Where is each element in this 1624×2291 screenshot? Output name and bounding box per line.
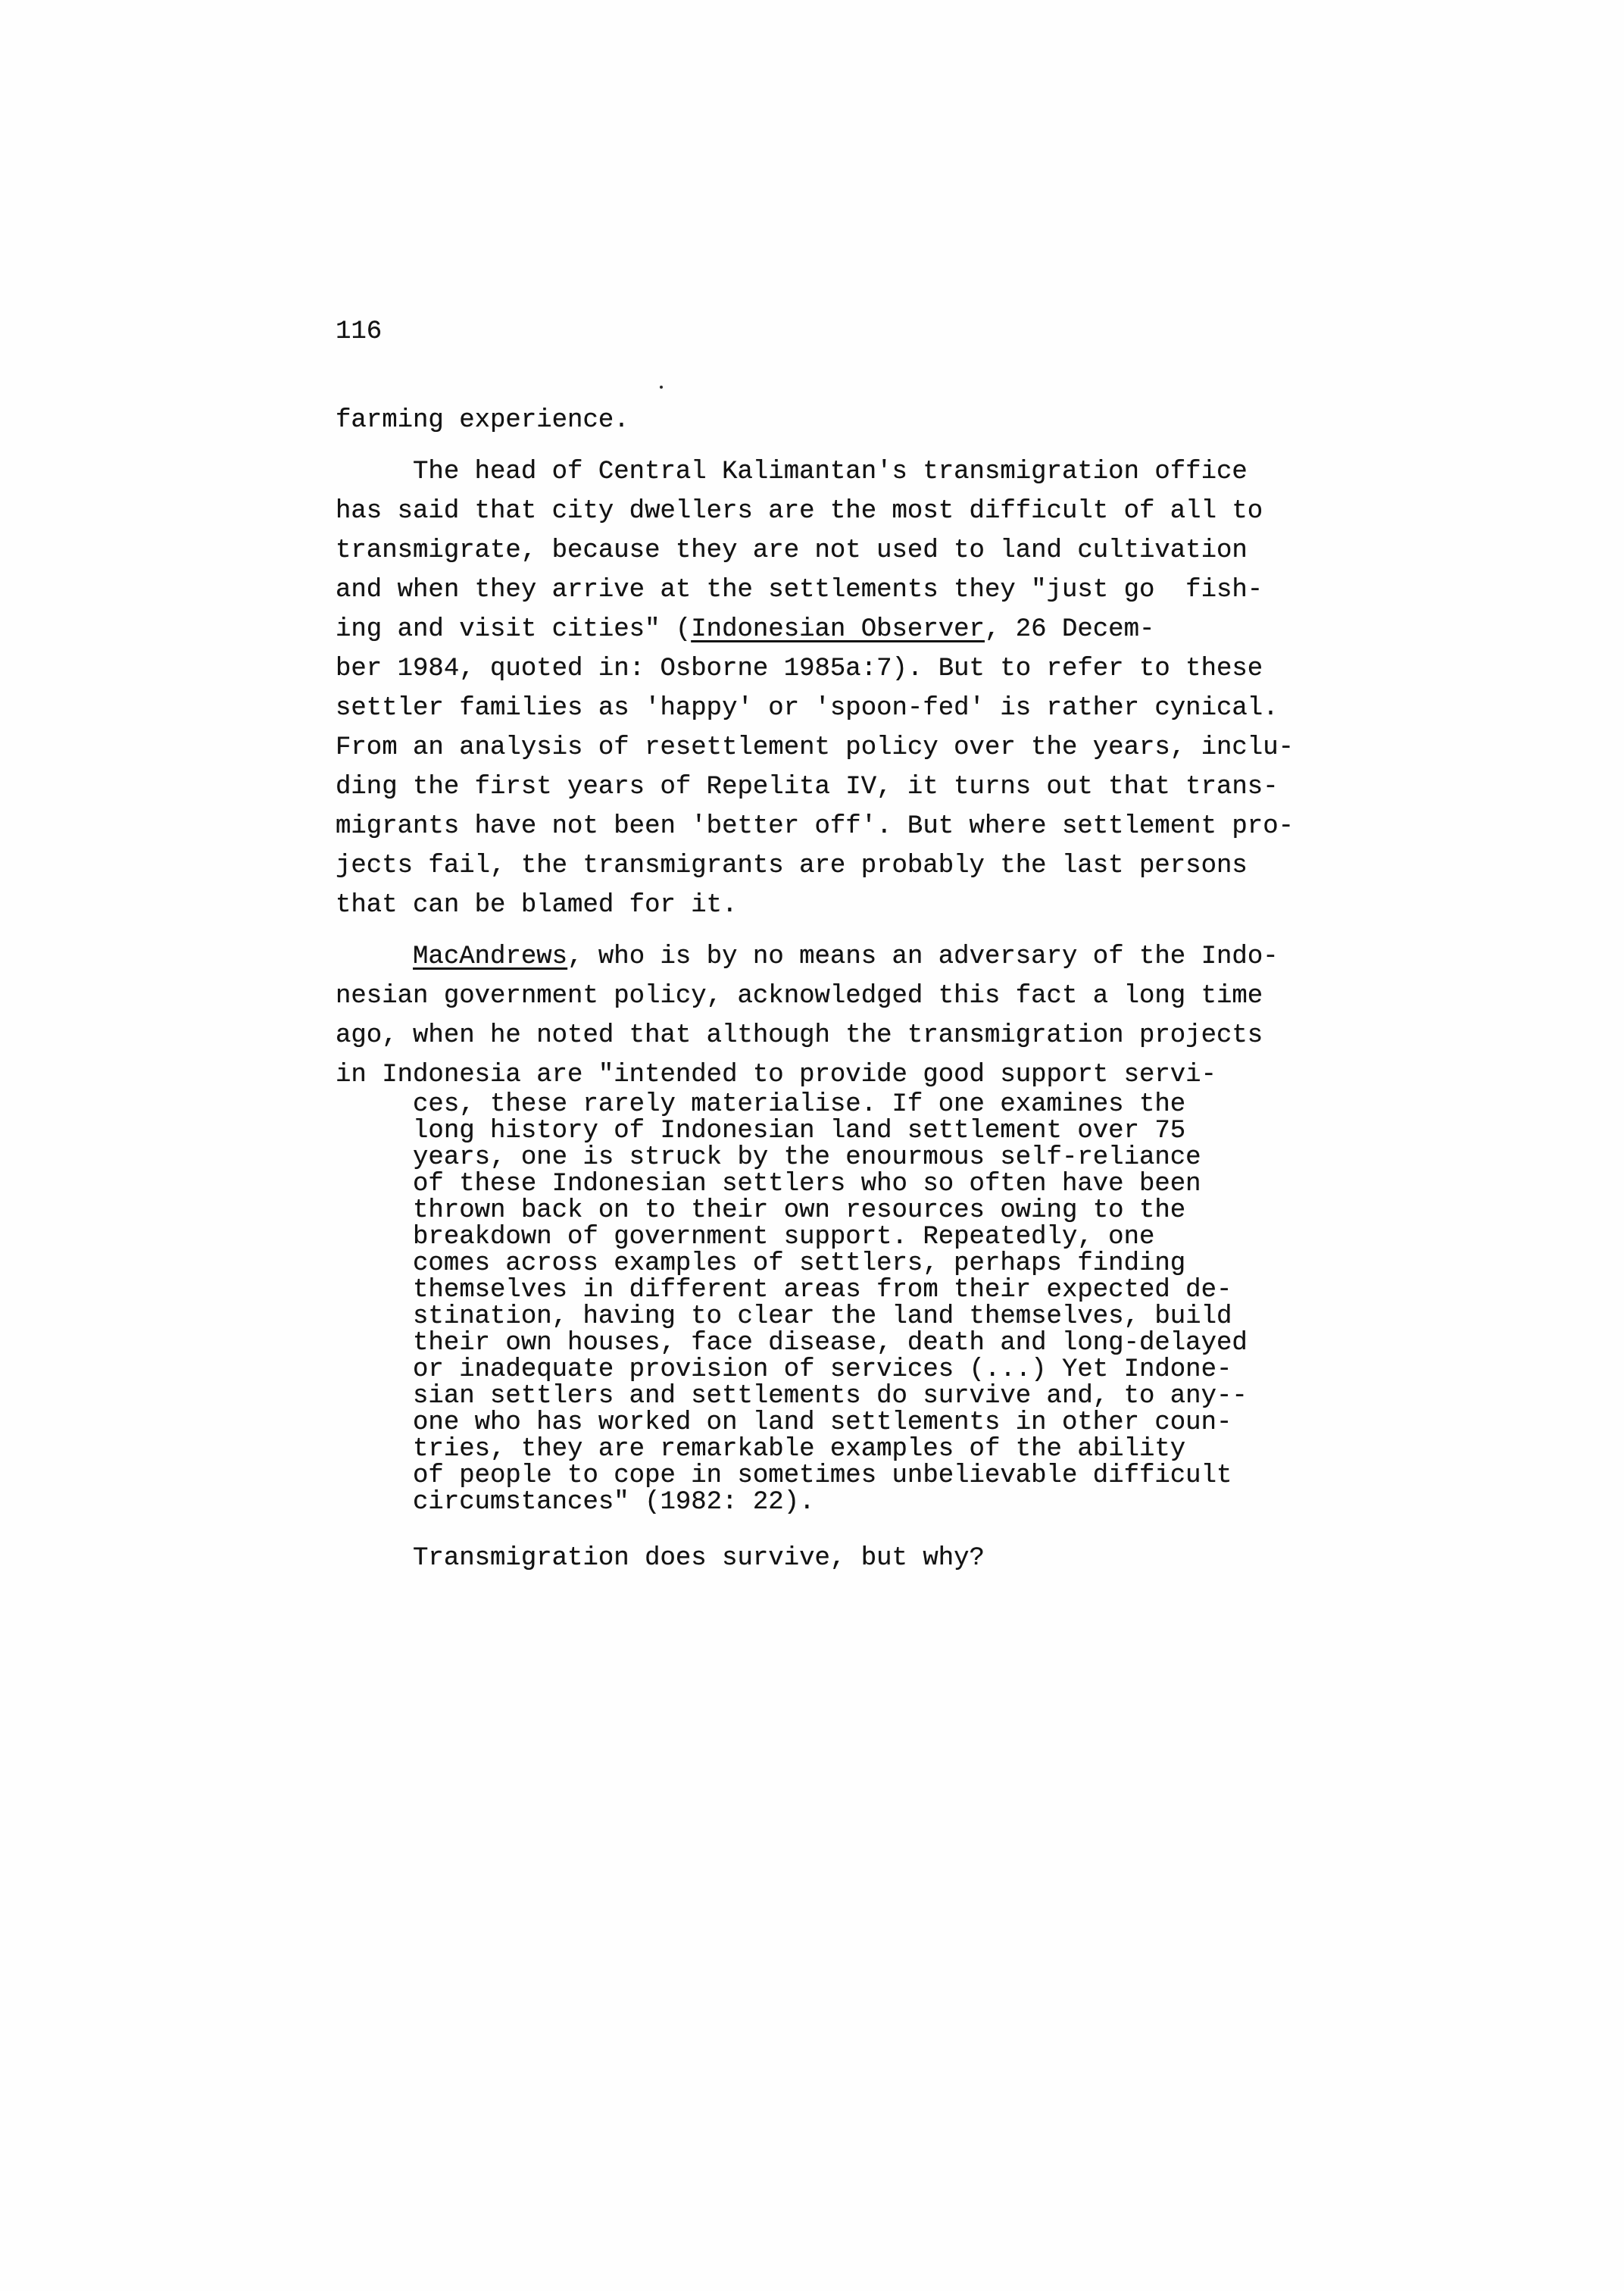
page-number: 116 <box>336 317 383 346</box>
text-line: long history of Indonesian land settlement over 75 <box>336 1117 1186 1146</box>
text-line: The head of Central Kalimantan's transmigration office <box>336 458 1248 486</box>
text-line: settler families as 'happy' or 'spoon-fed' is rather cynical. <box>336 694 1279 723</box>
block-quote <box>336 1092 1294 1516</box>
text-line: of people to cope in sometimes unbelievable difficult <box>336 1461 1232 1490</box>
underlined-text: MacAndrews <box>413 942 568 971</box>
paragraph <box>336 937 1294 1095</box>
text-line: ing and visit cities" (Indonesian Observer, 26 Decem- <box>336 615 1155 644</box>
text-line: ces, these rarely materialise. If one examines the <box>336 1090 1186 1119</box>
text-line: farming experience. <box>336 406 629 435</box>
text-line: sian settlers and settlements do survive and, to any-- <box>336 1382 1248 1411</box>
text-line: nesian government policy, acknowledged this fact a long time <box>336 982 1263 1011</box>
underlined-text: Indonesian Observer <box>691 615 985 644</box>
text-line: transmigrate, because they are not used to land cultivation <box>336 536 1248 565</box>
text-line: in Indonesia are "intended to provide good support servi- <box>336 1061 1216 1089</box>
text-line: From an analysis of resettlement policy over the years, inclu- <box>336 733 1295 762</box>
text-line: breakdown of government support. Repeatedly, one <box>336 1223 1155 1252</box>
text-line: comes across examples of settlers, perhaps finding <box>336 1249 1186 1278</box>
text-line: years, one is struck by the enourmous self-reliance <box>336 1143 1201 1172</box>
text-line: of these Indonesian settlers who so often have been <box>336 1170 1201 1199</box>
text-line: stination, having to clear the land themselves, build <box>336 1302 1232 1331</box>
page-content <box>336 401 1294 1578</box>
paragraph <box>336 401 1294 440</box>
text-line: one who has worked on land settlements in other coun- <box>336 1408 1232 1437</box>
paragraph <box>336 452 1294 925</box>
text-line: or inadequate provision of services (...) Yet Indone- <box>336 1355 1232 1384</box>
text-line: that can be blamed for it. <box>336 891 738 920</box>
text-line: MacAndrews, who is by no means an adversary of the Indo- <box>413 942 1279 971</box>
scan-artifact-dot <box>660 386 663 389</box>
text-line: ber 1984, quoted in: Osborne 1985a:7). But to refer to these <box>336 655 1263 683</box>
text-line: migrants have not been 'better off'. But where settlement pro- <box>336 812 1295 841</box>
text-line: jects fail, the transmigrants are probably the last persons <box>336 852 1248 880</box>
text-line: and when they arrive at the settlements they "just go fish- <box>336 576 1263 605</box>
text-line: ago, when he noted that although the transmigration projects <box>336 1021 1263 1050</box>
text-line: themselves in different areas from their expected de- <box>336 1276 1232 1305</box>
text-line: has said that city dwellers are the most difficult of all to <box>336 497 1263 526</box>
text-line: thrown back on to their own resources owing to the <box>336 1196 1186 1225</box>
text-line: Transmigration does survive, but why? <box>336 1544 985 1573</box>
text-line: ding the first years of Repelita IV, it turns out that trans- <box>336 773 1279 802</box>
text-line: tries, they are remarkable examples of the ability <box>336 1435 1186 1464</box>
paragraph <box>336 1539 1294 1578</box>
text-line: circumstances" (1982: 22). <box>336 1488 815 1517</box>
text-line: their own houses, face disease, death and long-delayed <box>336 1329 1248 1358</box>
